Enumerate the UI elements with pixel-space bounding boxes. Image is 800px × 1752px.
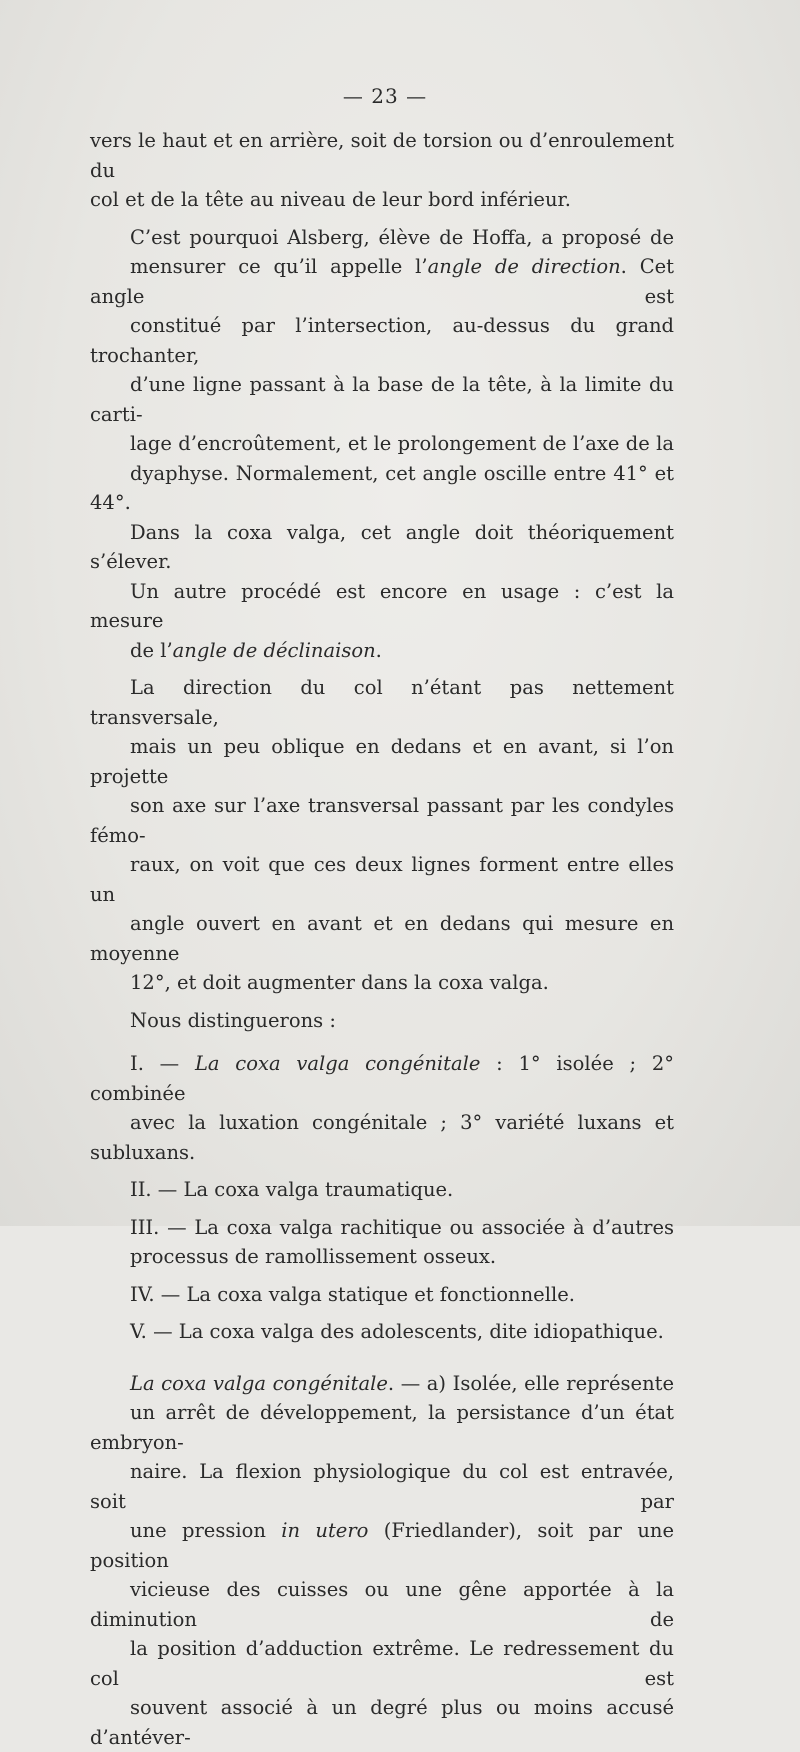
text-line: un arrêt de développement, la persistance d’un état embryon- [90, 1398, 674, 1457]
text-line: mensurer ce qu’il appelle l’angle de direction. Cet angle est [90, 252, 674, 311]
text-line: lage d’encroûtement, et le prolongement de l’axe de la [90, 429, 674, 459]
text-line: 12°, et doit augmenter dans la coxa valga. [90, 968, 674, 998]
text-line: naire. La flexion physiologique du col est entravée, soit par [90, 1457, 674, 1516]
paragraph [90, 1175, 674, 1205]
text-line: La direction du col n’étant pas nettement transversale, [90, 673, 674, 732]
text-line: vicieuse des cuisses ou une gêne apportée à la diminution de [90, 1575, 674, 1634]
text-line: une pression in utero (Friedlander), soit par une position [90, 1516, 674, 1575]
paragraph [90, 1213, 674, 1272]
text-line: V. — La coxa valga des adolescents, dite idiopathique. [90, 1317, 674, 1347]
paragraph [90, 1049, 674, 1167]
paragraph [90, 1317, 674, 1347]
text-line: raux, on voit que ces deux lignes forment entre elles un [90, 850, 674, 909]
text-line: constitué par l’intersection, au-dessus du grand trochanter, [90, 311, 674, 370]
text-line: col et de la tête au niveau de leur bord inférieur. [90, 185, 674, 215]
paragraph [90, 1280, 674, 1310]
text-line: processus de ramollissement osseux. [90, 1242, 674, 1272]
paragraph [90, 518, 674, 577]
page-number: — 23 — [0, 84, 770, 108]
text-line: d’une ligne passant à la base de la tête, à la limite du carti- [90, 370, 674, 429]
text-line: Un autre procédé est encore en usage : c’est la mesure [90, 577, 674, 636]
paragraph [90, 223, 674, 518]
text-line: mais un peu oblique en dedans et en avant, si l’on projette [90, 732, 674, 791]
text-line: II. — La coxa valga traumatique. [90, 1175, 674, 1205]
text-line: Dans la coxa valga, cet angle doit théoriquement s’élever. [90, 518, 674, 577]
text-line: La coxa valga congénitale. — a) Isolée, elle représente [90, 1369, 674, 1399]
text-line: son axe sur l’axe transversal passant par les condyles fémo- [90, 791, 674, 850]
text-line: angle ouvert en avant et en dedans qui mesure en moyenne [90, 909, 674, 968]
text-line: III. — La coxa valga rachitique ou associée à d’autres [90, 1213, 674, 1243]
text-line: de l’angle de déclinaison. [90, 636, 674, 666]
text-line: C’est pourquoi Alsberg, élève de Hoffa, a proposé de [90, 223, 674, 253]
text-line: la position d’adduction extrême. Le redressement du col est [90, 1634, 674, 1693]
body-text [90, 126, 674, 1752]
text-line: I. — La coxa valga congénitale : 1° isolée ; 2° combinée [90, 1049, 674, 1108]
paragraph [90, 126, 674, 215]
text-line: vers le haut et en arrière, soit de torsion ou d’enroulement du [90, 126, 674, 185]
text-line: souvent associé à un degré plus ou moins accusé d’antéver- [90, 1693, 674, 1752]
text-line: dyaphyse. Normalement, cet angle oscille entre 41° et 44°. [90, 459, 674, 518]
text-line: IV. — La coxa valga statique et fonctionnelle. [90, 1280, 674, 1310]
paragraph [90, 1369, 674, 1752]
paragraph [90, 673, 674, 998]
paragraph [90, 1006, 674, 1036]
text-line: Nous distinguerons : [90, 1006, 674, 1036]
text-line: avec la luxation congénitale ; 3° variété luxans et subluxans. [90, 1108, 674, 1167]
paragraph [90, 577, 674, 666]
